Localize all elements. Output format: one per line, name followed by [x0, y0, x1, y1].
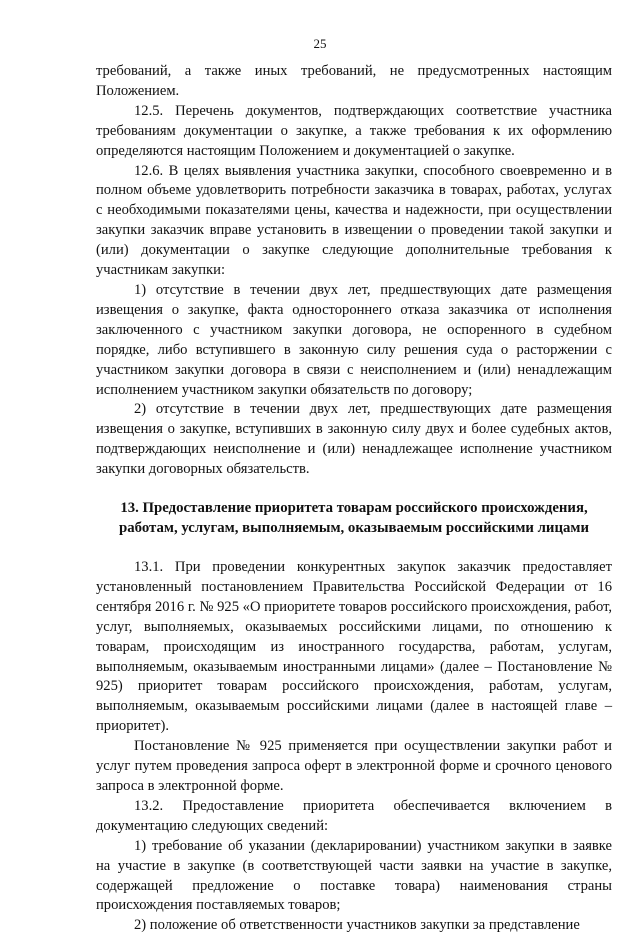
paragraph-continuation: требований, а также иных требований, не предусмотренных настоящим Положением. — [96, 63, 612, 99]
page-number: 25 — [313, 36, 327, 51]
page-content — [96, 62, 612, 936]
paragraph-13-2: 13.2. Предоставление приоритета обеспечивается включением в документацию следующих сведений: — [96, 797, 612, 834]
list-item-13-2-2: 2) положение об ответственности участников закупки за представление — [134, 917, 580, 934]
section-heading: 13. Предоставление приоритета товарам российского происхождения, работам, услугам, выполняемым, оказываемым российскими лицами — [118, 500, 589, 537]
paragraph-12-6: 12.6. В целях выявления участника закупки, способного своевременно и в полном объеме удовлетворить потребности заказчика в товарах, работах, услугах с необходимыми показателями цены, качества и надежности, при осуществлении закупки заказчик вправе установить в извещении о проведении такой закупки и (или) документации о закупке следующие дополнительные требования к участникам закупки: — [96, 162, 612, 279]
paragraph-13-1: 13.1. При проведении конкурентных закупок заказчик предоставляет установленный постановлением Правительства Российской Федерации от 16 сентября 2016 г. № 925 «О приоритете товаров российского происхождения, работ, услуг, выполняемых, оказываемых российскими лицами, по отношению к товарам, происходящим из иностранного государства, работам, услугам, выполняемым, оказываемым иностранными лицами» (далее – Постановление № 925) приоритет товарам российского происхождения, работам, услугам, выполняемым, оказываемым российскими лицами (далее в настоящей главе – приоритет). — [96, 559, 612, 735]
paragraph-decree-925: Постановление № 925 применяется при осуществлении закупки работ и услуг путем проведения запроса оферт в электронной форме и срочного ценового запроса в электронной форме. — [96, 738, 612, 794]
paragraph-12-5: 12.5. Перечень документов, подтверждающих соответствие участника требованиям документации о закупке, а также требования к их оформлению определяются настоящим Положением и документацией о закупке. — [96, 102, 612, 159]
list-item-13-2-1: 1) требование об указании (декларировании) участником закупки в заявке на участие в закупке (в соответствующей части заявки на участие в закупке, содержащей предложение о поставке товара) наименования страны происхождения поставляемых товаров; — [96, 837, 612, 914]
list-item-2: 2) отсутствие в течении двух лет, предшествующих дате размещения извещения о закупке, вступивших в законную силу двух и более судебных актов, подтверждающих неисполнение и (или) ненадлежащее исполнение участником закупки договорных обязательств. — [96, 401, 612, 478]
list-item-1: 1) отсутствие в течении двух лет, предшествующих дате размещения извещения о закупке, факта одностороннего отказа заказчика от исполнения заключенного с участником закупки договора, не оспоренного в судебном порядке, либо вступившего в законную силу решения суда о расторжении с участником закупки договора в связи с неисполнением и (или) ненадлежащим исполнением участником закупки обязательств по договору; — [96, 281, 612, 398]
